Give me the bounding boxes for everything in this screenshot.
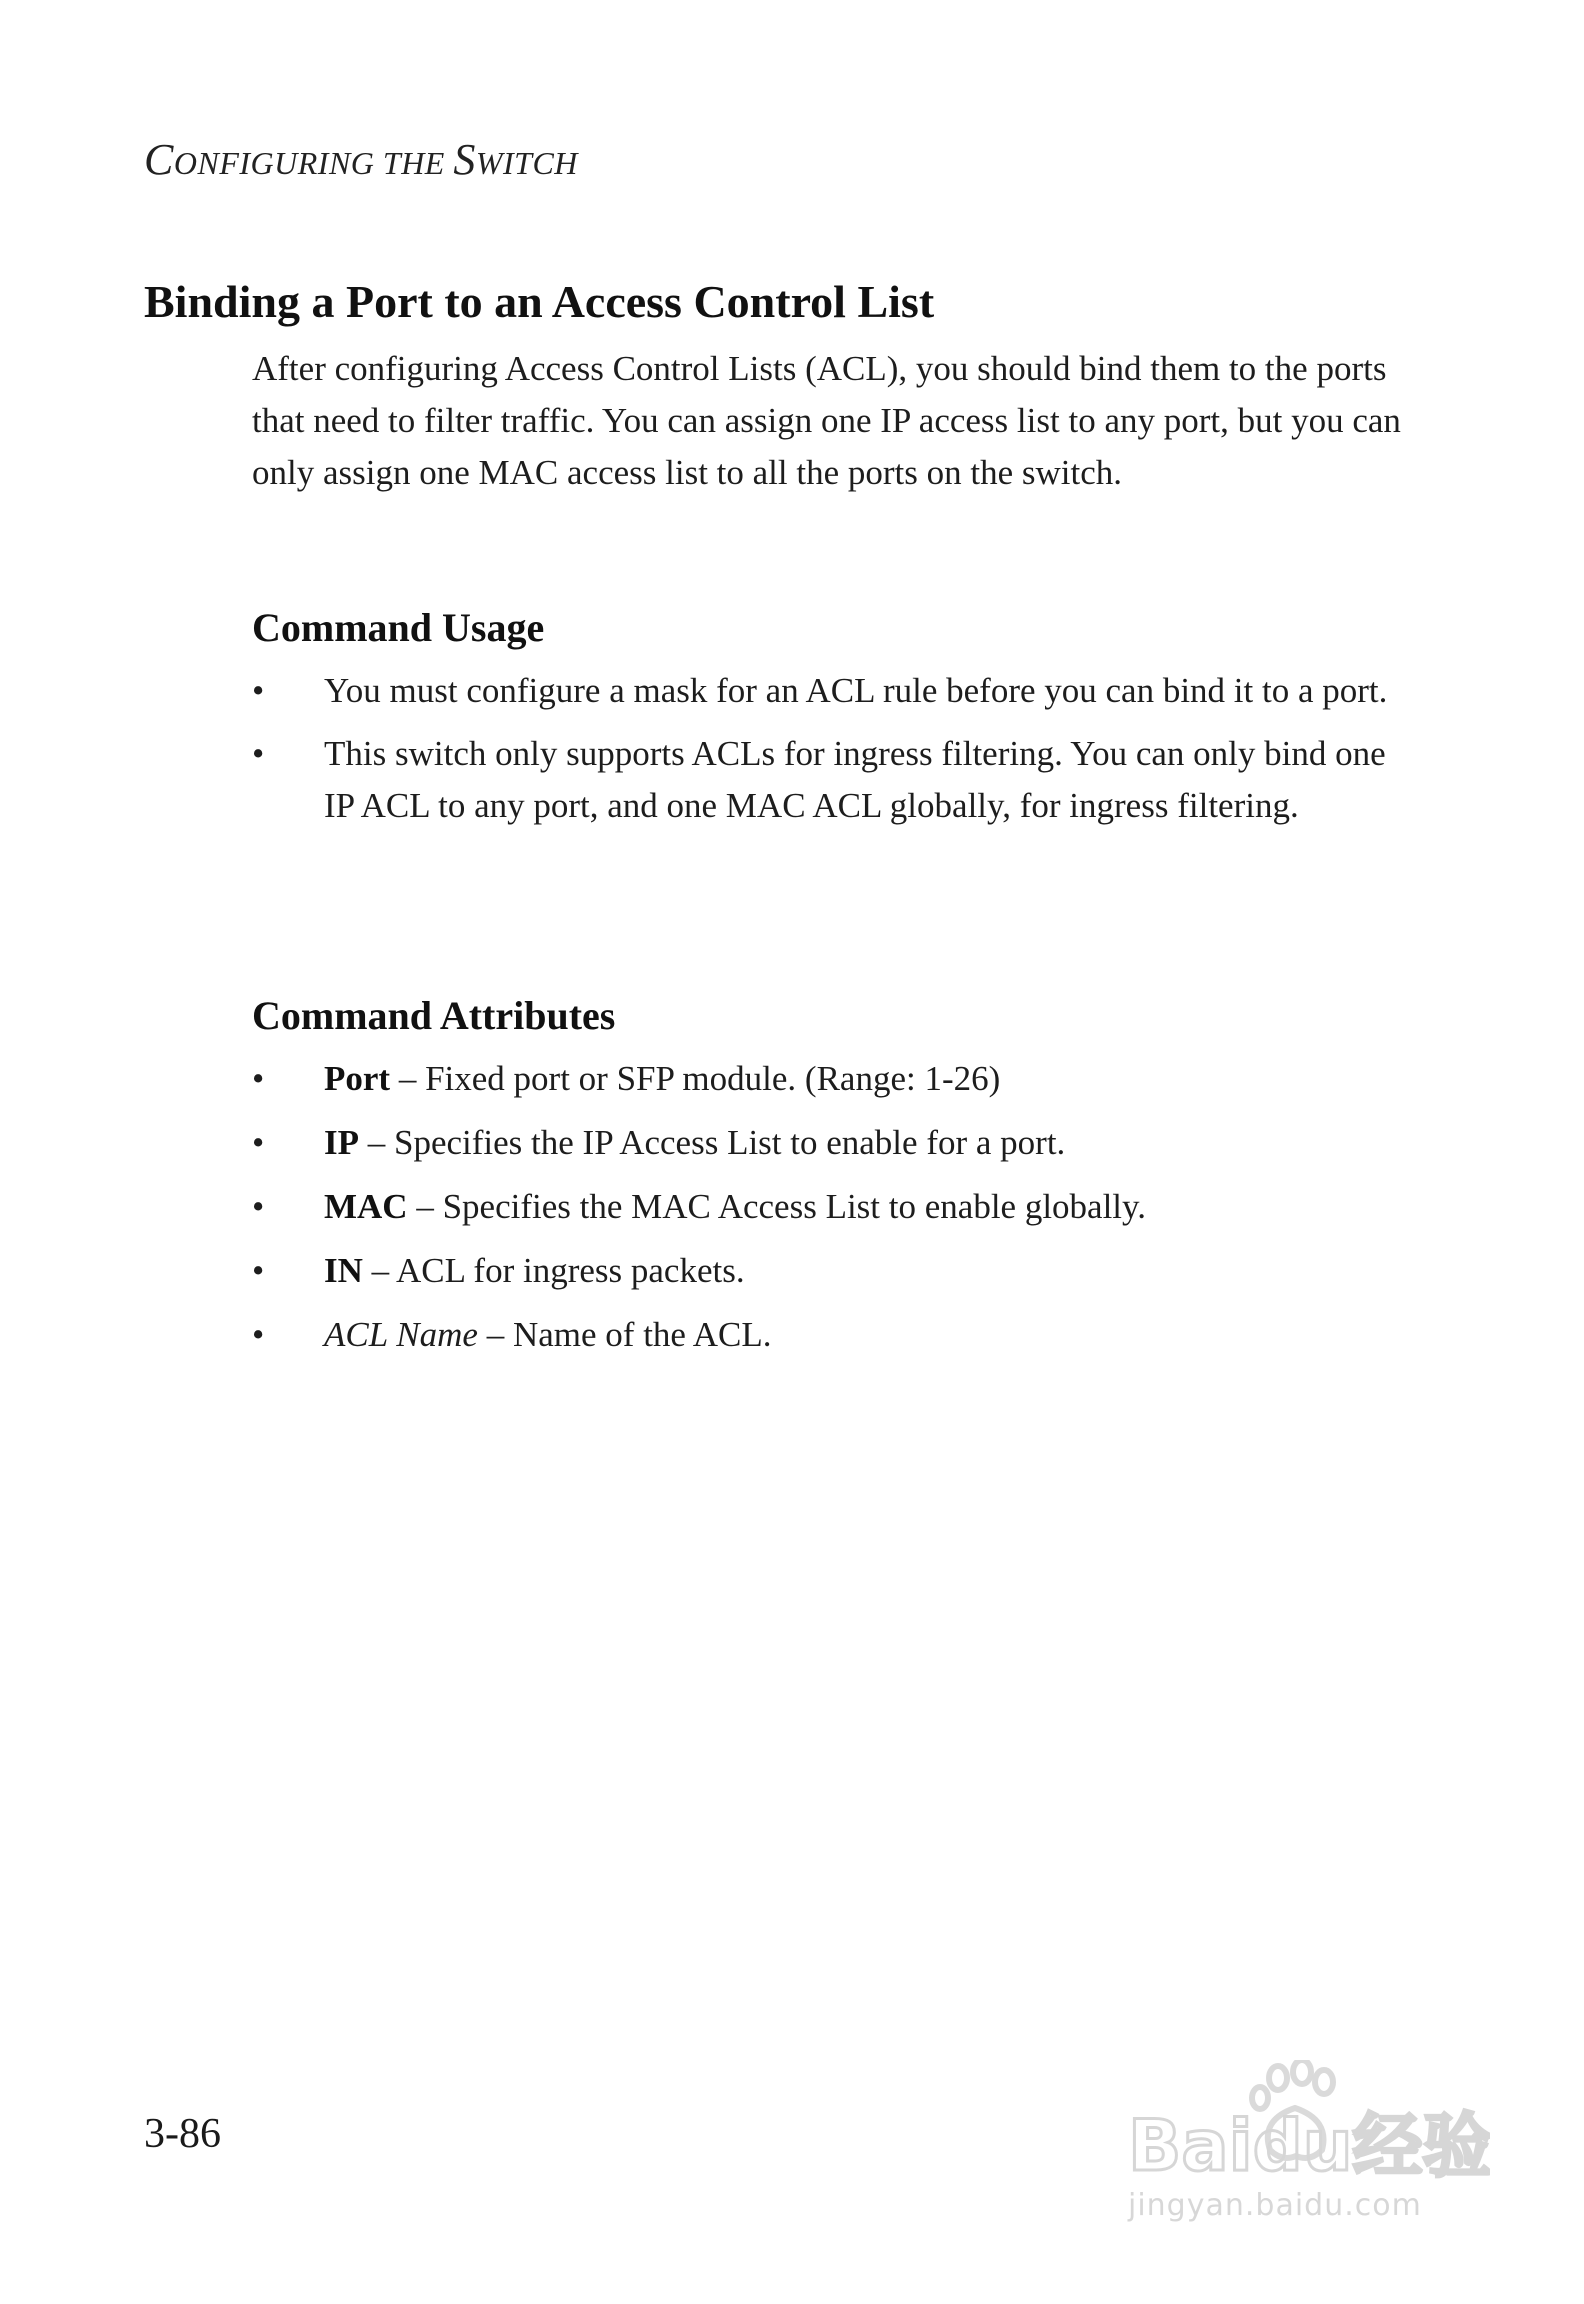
watermark-url: jingyan.baidu.com (1128, 2188, 1422, 2223)
attribute-desc: – ACL for ingress packets. (362, 1251, 745, 1290)
running-header-rest-1: ONFIGURING THE (173, 145, 454, 181)
list-item (252, 665, 1402, 717)
attribute-term: IN (324, 1251, 363, 1290)
bullet-icon: • (252, 734, 265, 773)
attribute-term: MAC (324, 1187, 408, 1226)
list-item (252, 1309, 1402, 1361)
list-item (252, 1181, 1402, 1233)
command-usage-list (252, 665, 1402, 843)
watermark-brand: Baidu经验 (1128, 2105, 1490, 2187)
command-usage-heading: Command Usage (252, 605, 545, 650)
attribute-desc: – Specifies the IP Access List to enable for a port. (359, 1123, 1066, 1162)
attribute-desc: – Name of the ACL. (477, 1315, 772, 1354)
attribute-desc: – Specifies the MAC Access List to enable globally. (407, 1187, 1147, 1226)
usage-item-text: You must configure a mask for an ACL rule before you can bind it to a port. (324, 671, 1388, 710)
bullet-icon: • (252, 1251, 265, 1290)
bullet-icon: • (252, 1315, 265, 1354)
list-item (252, 1053, 1402, 1105)
command-attributes-list (252, 1053, 1402, 1373)
usage-item-text: This switch only supports ACLs for ingress filtering. You can only bind one IP ACL to any port, and one MAC ACL globally, for ingress filtering. (324, 734, 1386, 825)
baidu-watermark (1110, 2060, 1490, 2240)
page-number: 3-86 (144, 2111, 221, 2157)
running-header-initial-1: C (144, 135, 174, 184)
baidu-logo-icon (1110, 2060, 1490, 2190)
attribute-desc: – Fixed port or SFP module. (Range: 1-26) (390, 1059, 1001, 1098)
attribute-term: Port (324, 1059, 391, 1098)
bullet-icon: • (252, 1187, 265, 1226)
running-header-initial-2: S (453, 135, 476, 184)
intro-paragraph: After configuring Access Control Lists (ACL), you should bind them to the ports that need to filter traffic. You can assign one IP access list to any port, but you can only assign one MAC access list to all the ports on the switch. (252, 349, 1401, 492)
running-header (144, 134, 578, 185)
list-item (252, 1117, 1402, 1169)
list-item (252, 728, 1402, 832)
running-header-rest-2: WITCH (475, 145, 578, 181)
bullet-icon: • (252, 671, 265, 710)
section-title: Binding a Port to an Access Control List (144, 276, 935, 327)
attribute-term: IP (324, 1123, 359, 1162)
attribute-term: ACL Name (324, 1315, 478, 1354)
bullet-icon: • (252, 1059, 265, 1098)
bullet-icon: • (252, 1123, 265, 1162)
list-item (252, 1245, 1402, 1297)
command-attributes-heading: Command Attributes (252, 993, 616, 1038)
